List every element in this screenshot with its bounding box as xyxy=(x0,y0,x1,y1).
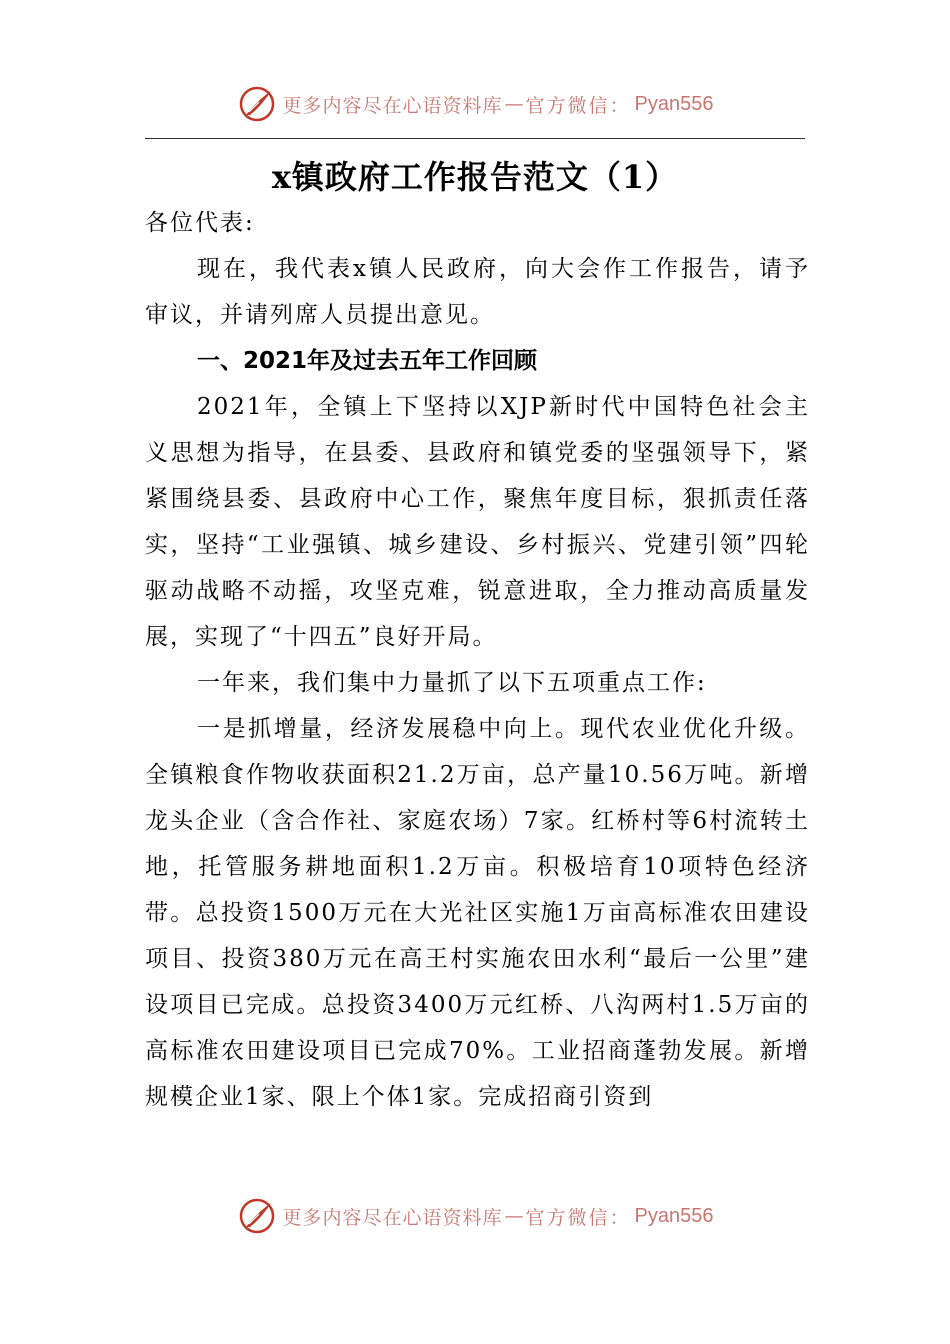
watermark-header xyxy=(0,84,950,124)
section-heading: 一、2021年及过去五年工作回顾 xyxy=(197,348,538,374)
watermark-text: 更多内容尽在心语资料库 xyxy=(282,1206,503,1229)
watermark-separator: — xyxy=(504,93,524,115)
quill-logo-icon xyxy=(237,1196,277,1236)
document-title: x镇政府工作报告范文（1） xyxy=(271,158,679,196)
paragraph: 2021年，全镇上下坚持以XJP新时代中国特色社会主义思想为指导，在县委、县政府和镇党委的坚强领导下，紧紧围绕县委、县政府中心工作，聚焦年度目标，狠抓责任落实，坚持“工业强镇、城乡建设、乡村振兴、党建引领”四轮驱动战略不动摇，攻坚克难，锐意进取，全力推动高质量发展，实现了“十四五”良好开局。 xyxy=(145,394,810,650)
watermark-wechat-label: 官方微信： xyxy=(525,1206,631,1229)
watermark-wechat-id: Pyan556 xyxy=(634,1204,714,1227)
watermark-separator: — xyxy=(504,1205,524,1227)
watermark-text: 更多内容尽在心语资料库 xyxy=(282,94,503,117)
paragraph: 一年来，我们集中力量抓了以下五项重点工作: xyxy=(197,670,707,696)
paragraph: 一是抓增量，经济发展稳中向上。现代农业优化升级。全镇粮食作物收获面积21.2万亩，总产量10.56万吨。新增龙头企业（含合作社、家庭农场）7家。红桥村等6村流转土地，托管服务耕地面积1.2万亩。积极培育10项特色经济带。总投资1500万元在大光社区实施1万亩高标准农田建设项目、投资380万元在高王村实施农田水利“最后一公里”建设项目已完成。总投资3400万元红桥、八沟两村1.5万亩的高标准农田建设项目已完成70%。工业招商蓬勃发展。新增规模企业1家、限上个体1家。完成招商引资到 xyxy=(145,716,810,1110)
watermark-wechat-id: Pyan556 xyxy=(634,92,714,115)
paragraph: 现在，我代表x镇人民政府，向大会作工作报告，请予审议，并请列席人员提出意见。 xyxy=(145,256,810,328)
watermark-footer xyxy=(0,1196,950,1236)
quill-logo-icon xyxy=(237,84,277,124)
header-divider xyxy=(145,138,805,139)
watermark-wechat-label: 官方微信： xyxy=(525,94,631,117)
document-body xyxy=(145,200,810,1120)
salutation: 各位代表: xyxy=(145,210,255,236)
